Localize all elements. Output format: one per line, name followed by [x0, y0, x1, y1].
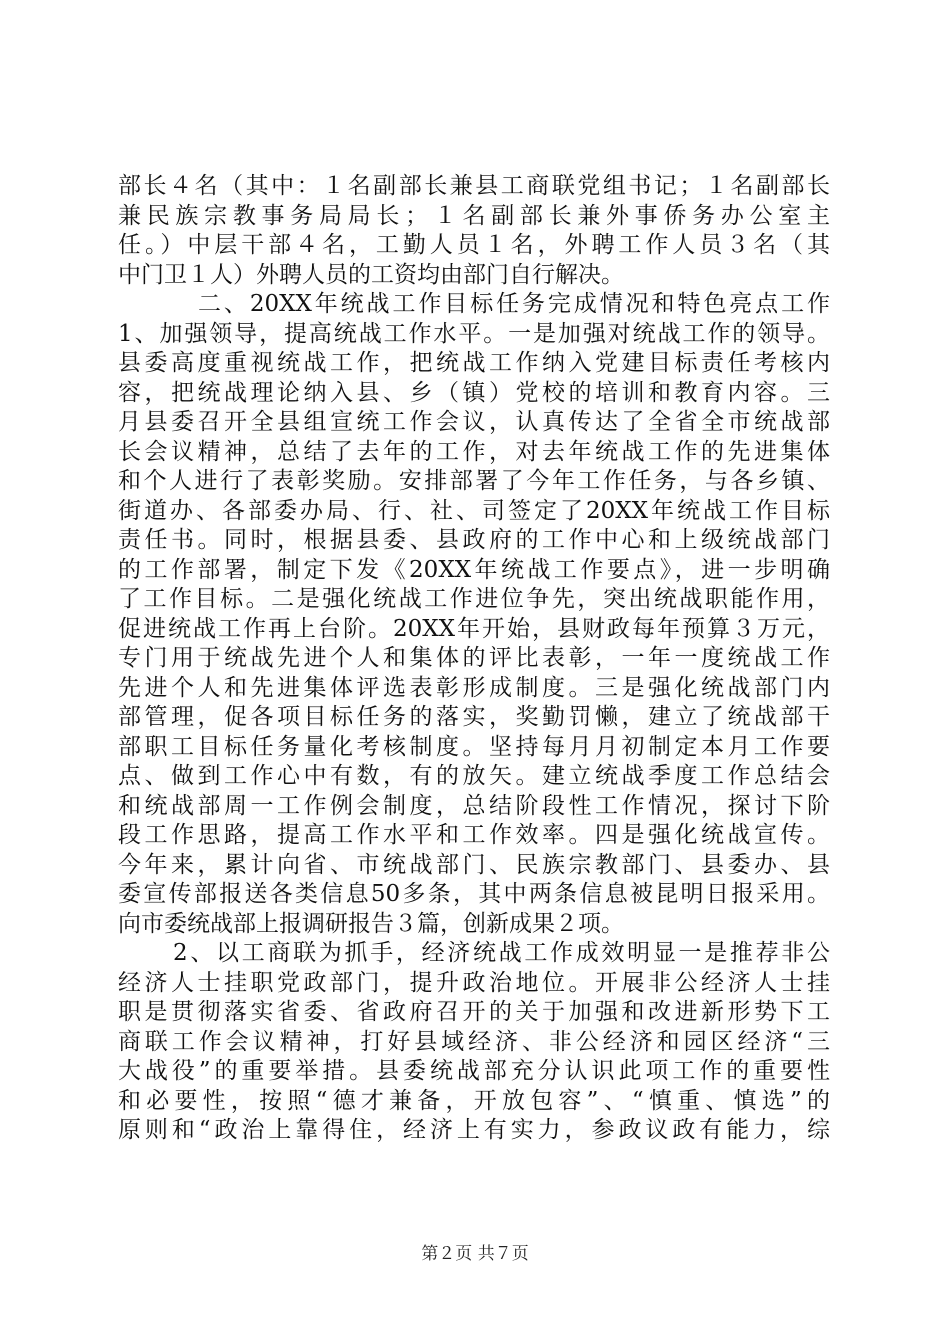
text-line: 兼民族宗教事务局局长；１名副部长兼外事侨务办公室主: [118, 202, 830, 229]
text-line: 今年来，累计向省、市统战部门、民族宗教部门、县委办、县: [118, 851, 830, 878]
text-line: 的工作部署，制定下发《20XX年统战工作要点》，进一步明确: [118, 556, 830, 583]
text-line: 和个人进行了表彰奖励。安排部署了今年工作任务，与各乡镇、: [118, 468, 830, 494]
text-line: 了工作目标。二是强化统战工作进位争先，突出统战职能作用，: [118, 586, 830, 612]
text-line: 县委高度重视统战工作，把统战工作纳入党建目标责任考核内: [118, 350, 830, 376]
text-line: 职是贯彻落实省委、省政府召开的关于加强和改进新形势下工: [118, 999, 830, 1025]
text-line: 大战役”的重要举措。县委统战部充分认识此项工作的重要性: [118, 1058, 830, 1084]
text-line: 商联工作会议精神，打好县域经济、非公经济和园区经济“三: [118, 1028, 830, 1055]
text-line: 中门卫１人）外聘人员的工资均由部门自行解决。: [118, 261, 624, 288]
text-line: 容，把统战理论纳入县、乡（镇）党校的培训和教育内容。三: [118, 379, 830, 406]
text-line: 长会议精神，总结了去年的工作，对去年统战工作的先进集体: [118, 438, 830, 465]
document-body: [118, 172, 830, 1146]
section-heading: 二、20XX年统战工作目标任务完成情况和特色亮点工作: [198, 291, 830, 317]
text-line: 部长４名（其中：１名副部长兼县工商联党组书记；１名副部长: [118, 173, 830, 199]
text-line: 专门用于统战先进个人和集体的评比表彰，一年一度统战工作: [118, 645, 830, 671]
text-line: 委宣传部报送各类信息50多条，其中两条信息被昆明日报采用。: [118, 881, 830, 907]
text-line: 先进个人和先进集体评选表彰形成制度。三是强化统战部门内: [118, 674, 830, 701]
text-line: 部职工目标任务量化考核制度。坚持每月月初制定本月工作要: [118, 733, 830, 760]
text-line: 段工作思路，提高工作水平和工作效率。四是强化统战宣传。: [118, 822, 830, 848]
text-line: 1、加强领导，提高统战工作水平。一是加强对统战工作的领导。: [118, 320, 830, 347]
text-line: 向市委统战部上报调研报告３篇，创新成果２项。: [118, 910, 624, 937]
text-line: 部管理，促各项目标任务的落实，奖勤罚懒，建立了统战部干: [118, 704, 830, 730]
text-line: 促进统战工作再上台阶。20XX年开始，县财政每年预算３万元，: [118, 615, 830, 642]
text-line: 2、以工商联为抓手，经济统战工作成效明显一是推荐非公: [173, 940, 830, 966]
text-line: 责任书。同时，根据县委、县政府的工作中心和上级统战部门: [118, 527, 830, 553]
page-number-footer: 第２页 共７页: [421, 1244, 529, 1264]
text-line: 任。）中层干部４名，工勤人员１名，外聘工作人员３名（其: [118, 232, 830, 258]
text-line: 点、做到工作心中有数，有的放矢。建立统战季度工作总结会: [118, 763, 830, 789]
text-line: 经济人士挂职党政部门，提升政治地位。开展非公经济人士挂: [118, 969, 830, 996]
text-line: 和统战部周一工作例会制度，总结阶段性工作情况，探讨下阶: [118, 792, 830, 819]
text-line: 街道办、各部委办局、行、社、司签定了20XX年统战工作目标: [118, 497, 830, 524]
text-line: 原则和“政治上靠得住，经济上有实力，参政议政有能力，综: [118, 1117, 830, 1143]
text-line: 和必要性，按照“德才兼备，开放包容”、“慎重、慎选”的: [118, 1087, 830, 1114]
text-line: 月县委召开全县组宣统工作会议，认真传达了全省全市统战部: [118, 409, 830, 435]
